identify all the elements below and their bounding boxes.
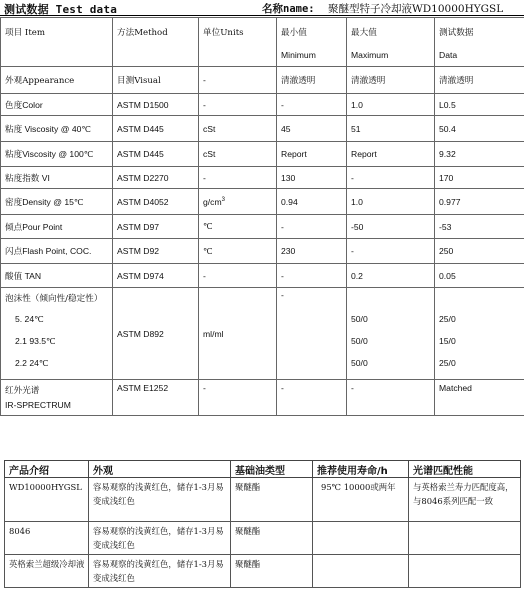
cell-units: ℃ (199, 215, 277, 239)
cell-method: ASTM D974 (113, 264, 199, 288)
cell-product: WD10000HYGSL (5, 478, 89, 522)
foam-data-value: 25/0 (439, 358, 456, 368)
cell-method: ASTM D92 (113, 239, 199, 264)
cell-units: ml/ml (199, 288, 277, 380)
cell-item: 密度Density @ 15℃ (1, 189, 113, 215)
col-min-header (277, 18, 347, 67)
page-title: 测试数据 Test data (4, 3, 118, 16)
spec-table (0, 17, 524, 416)
header-rule (0, 15, 524, 16)
cell-method: ASTM D445 (113, 116, 199, 142)
cell-method: ASTM D892 (113, 288, 199, 380)
col-item-header (1, 18, 113, 67)
cell-data (435, 288, 524, 380)
col-method-label: 方法Method (117, 28, 168, 38)
cell-min: 清澈透明 (277, 67, 347, 94)
product-header-row (5, 461, 521, 478)
cell-data: L0.5 (435, 94, 524, 116)
foam-data-value: 25/0 (439, 314, 456, 324)
cell-item: 酸值 TAN (1, 264, 113, 288)
cell-spectrum (409, 555, 521, 588)
col-appearance-header: 外观 (89, 461, 231, 478)
cell-method: ASTM E1252 (113, 380, 199, 416)
cell-data: 250 (435, 239, 524, 264)
cell-units: cSt (199, 116, 277, 142)
spec-row-flash-point (1, 239, 524, 264)
cell-min: - (277, 288, 347, 380)
col-max-label-en: Maximum (351, 50, 389, 60)
cell-base-oil: 聚醚酯 (231, 522, 313, 555)
cell-life (313, 522, 409, 555)
col-units-header (199, 18, 277, 67)
cell-units: - (199, 94, 277, 116)
cell-min: 230 (277, 239, 347, 264)
cell-max: - (347, 380, 435, 416)
spec-row-pour-point (1, 215, 524, 239)
spec-row-foam (1, 288, 524, 380)
cell-min: - (277, 264, 347, 288)
cell-max: - (347, 167, 435, 189)
cell-item: 粘度 Viscosity @ 40℃ (1, 116, 113, 142)
spec-row-appearance (1, 67, 524, 94)
spec-row-ir (1, 380, 524, 416)
product-table (4, 460, 521, 588)
ir-label-cn: 红外光谱 (5, 386, 40, 396)
spec-row-density (1, 189, 524, 215)
cell-min: 0.94 (277, 189, 347, 215)
cell-appearance: 容易观察的浅黄红色，储存1-3月易变成浅红色 (89, 555, 231, 588)
cell-spectrum (409, 522, 521, 555)
cell-max: 0.2 (347, 264, 435, 288)
col-data-label-en: Data (439, 50, 458, 60)
foam-max-value: 50/0 (351, 314, 368, 324)
cell-data: -53 (435, 215, 524, 239)
cell-item: 闪点Flash Point, COC. (1, 239, 113, 264)
foam-seq-label: 5. 24℃ (15, 314, 44, 324)
cell-item: 粘度指数 VI (1, 167, 113, 189)
spec-header-row (1, 18, 524, 67)
foam-max-value: 50/0 (351, 358, 368, 368)
cell-data: 清澈透明 (435, 67, 524, 94)
cell-data: 9.32 (435, 142, 524, 167)
cell-life: 95℃ 10000或两年 (313, 478, 409, 522)
cell-appearance: 容易观察的浅黄红色，储存1-3月易变成浅红色 (89, 478, 231, 522)
cell-min: - (277, 94, 347, 116)
cell-life (313, 555, 409, 588)
foam-seq-label: 2.1 93.5℃ (15, 336, 56, 346)
cell-item: 粘度Viscosity @ 100℃ (1, 142, 113, 167)
cell-units: - (199, 380, 277, 416)
cell-max: 51 (347, 116, 435, 142)
cell-item (1, 380, 113, 416)
cell-max: 1.0 (347, 189, 435, 215)
product-name-value: 聚醚型特子冷却液WD10000HYGSL (327, 3, 504, 15)
col-life-header: 推荐使用寿命/h (313, 461, 409, 478)
cell-item: 色度Color (1, 94, 113, 116)
col-max-header (347, 18, 435, 67)
cell-min: - (277, 380, 347, 416)
cell-data: 0.05 (435, 264, 524, 288)
cell-method: ASTM D1500 (113, 94, 199, 116)
cell-units (199, 189, 277, 215)
product-row (5, 555, 521, 588)
cell-method: ASTM D445 (113, 142, 199, 167)
cell-item (1, 288, 113, 380)
cell-data: 170 (435, 167, 524, 189)
units-base: g/cm (203, 196, 222, 207)
cell-method: 目测Visual (113, 67, 199, 94)
product-row (5, 478, 521, 522)
cell-max: Report (347, 142, 435, 167)
col-min-label-cn: 最小值 (281, 28, 307, 38)
spec-row-vi (1, 167, 524, 189)
foam-seq-label: 2.2 24℃ (15, 358, 49, 368)
cell-max: 清澈透明 (347, 67, 435, 94)
foam-title: 泡沫性（倾向性/稳定性） (5, 294, 103, 304)
cell-method: ASTM D4052 (113, 189, 199, 215)
spec-row-tan (1, 264, 524, 288)
cell-units: - (199, 264, 277, 288)
cell-data: 0.977 (435, 189, 524, 215)
cell-min: Report (277, 142, 347, 167)
cell-method: ASTM D2270 (113, 167, 199, 189)
col-units-label: 单位Units (203, 28, 244, 38)
cell-units: ℃ (199, 239, 277, 264)
foam-data-value: 15/0 (439, 336, 456, 346)
spec-row-viscosity-40 (1, 116, 524, 142)
col-spectrum-header: 光谱匹配性能 (409, 461, 521, 478)
ir-label-en: IR-SPRECTRUM (5, 400, 71, 410)
spec-row-color (1, 94, 524, 116)
cell-units: cSt (199, 142, 277, 167)
cell-method: ASTM D97 (113, 215, 199, 239)
page-header (0, 0, 524, 16)
product-row (5, 522, 521, 555)
cell-product: 英格索兰超级冷却液 (5, 555, 89, 588)
units-superscript: 3 (221, 196, 225, 203)
cell-min: - (277, 215, 347, 239)
cell-max (347, 288, 435, 380)
cell-units: - (199, 167, 277, 189)
col-method-header (113, 18, 199, 67)
cell-min: 130 (277, 167, 347, 189)
cell-units: - (199, 67, 277, 94)
col-data-header (435, 18, 524, 67)
cell-item: 外观Appearance (1, 67, 113, 94)
cell-data: Matched (435, 380, 524, 416)
foam-max-value: 50/0 (351, 336, 368, 346)
cell-spectrum: 与英格索兰寿力匹配度高，与8046系列匹配一致 (409, 478, 521, 522)
col-min-label-en: Minimum (281, 50, 316, 60)
col-max-label-cn: 最大值 (351, 28, 377, 38)
spec-row-viscosity-100 (1, 142, 524, 167)
cell-item: 倾点Pour Point (1, 215, 113, 239)
col-product-header: 产品介绍 (5, 461, 89, 478)
cell-data: 50.4 (435, 116, 524, 142)
cell-min: 45 (277, 116, 347, 142)
product-name (262, 1, 503, 16)
cell-max: 1.0 (347, 94, 435, 116)
cell-product: 8046 (5, 522, 89, 555)
cell-max: -50 (347, 215, 435, 239)
col-data-label-cn: 测试数据 (439, 28, 474, 38)
cell-max: - (347, 239, 435, 264)
cell-appearance: 容易观察的浅黄红色，储存1-3月易变成浅红色 (89, 522, 231, 555)
cell-base-oil: 聚醚酯 (231, 555, 313, 588)
product-name-label: 名称name: (262, 3, 315, 15)
col-base-oil-header: 基础油类型 (231, 461, 313, 478)
cell-base-oil: 聚醚酯 (231, 478, 313, 522)
col-item-label: 项目 Item (5, 28, 46, 38)
